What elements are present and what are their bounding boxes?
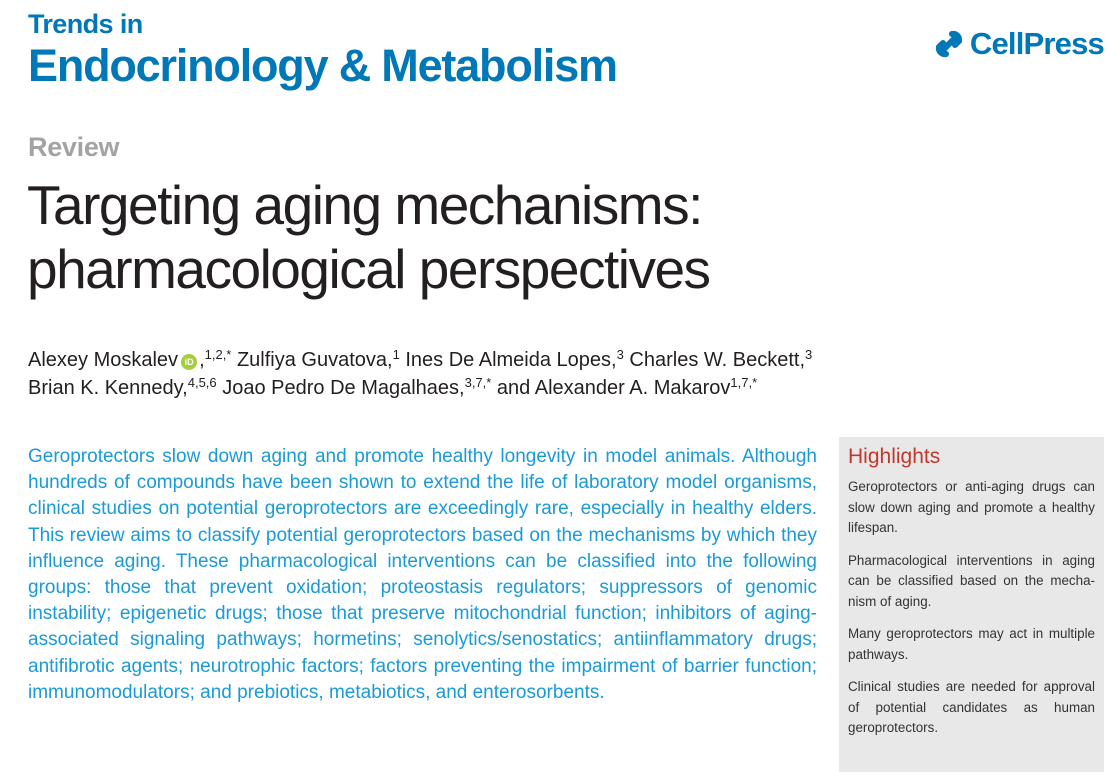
author-name[interactable]: Zulfiya Guvatova, xyxy=(236,349,393,371)
abstract-text: Geroprotectors slow down aging and promote healthy longevity in model animals. Although hundreds of compounds have been shown to extend the life of laboratory model organisms, clinical studies on potential geroprotectors are exceedingly rare, especially in healthy elders. This review aims to classify potential geroprotectors based on the mechanisms by which they influence aging. These pharmacological interventions can be classified into the following groups: those that prevent oxidation; proteostasis regulators; suppressors of genomic instability; epigenetic drugs; those that preserve mitochondrial function; inhibitors of aging-associated signaling pathways; hormetins; senolytics/senostatics; antiinflammatory drugs; antifibrotic agents; neurotrophic factors; factors preventing the impairment of barrier function; immunomodulators; and prebiotics, metabiotics, and enterosorbents. xyxy=(28,446,817,703)
orcid-icon[interactable]: iD xyxy=(181,354,197,370)
author-affiliation[interactable]: 3,7,* xyxy=(464,375,492,390)
cellpress-logo-text: CellPress xyxy=(969,26,1104,61)
journal-name xyxy=(28,8,617,92)
highlight-item: Pharmacological interventions in aging can be classified based on the mechanism of aging. xyxy=(848,552,1095,609)
journal-name-line2: Endocrinology & Metabolism xyxy=(28,40,617,91)
author-affiliation[interactable]: 3 xyxy=(616,347,624,362)
author-name[interactable]: Charles W. Beckett, xyxy=(629,349,806,371)
author-affiliation[interactable]: 1,2,* xyxy=(204,347,232,362)
author-name[interactable]: Joao Pedro De Magalhaes, xyxy=(222,377,465,399)
highlights-box xyxy=(839,437,1104,772)
article-title-line1: Targeting aging mechanisms: xyxy=(27,174,702,236)
author-affiliation[interactable]: 1,7,* xyxy=(730,375,758,390)
highlights-title: Highlights xyxy=(848,445,941,468)
author-affiliation[interactable]: 1 xyxy=(392,347,400,362)
author-affiliation[interactable]: 4,5,6 xyxy=(187,375,217,390)
author-list xyxy=(28,346,1028,402)
author-separator: , xyxy=(199,349,205,371)
article-type: Review xyxy=(28,132,120,162)
author-name[interactable]: and Alexander A. Makarov xyxy=(496,377,731,399)
author-name[interactable]: Alexey Moskalev xyxy=(28,349,179,371)
highlight-item: Many geroprotectors may act in multiple pathways. xyxy=(848,626,1095,662)
article-title-line2: pharmacological perspectives xyxy=(27,238,710,300)
author-affiliation[interactable]: 3 xyxy=(805,347,813,362)
journal-name-line1: Trends in xyxy=(28,9,143,39)
cellpress-logo[interactable] xyxy=(932,26,1104,62)
highlight-item: Clinical studies are needed for approval of potential candidates as human geroprotectors. xyxy=(848,679,1095,735)
author-name[interactable]: Ines De Almeida Lopes, xyxy=(405,349,617,371)
cellpress-logo-icon xyxy=(932,27,966,61)
author-name[interactable]: Brian K. Kennedy, xyxy=(28,377,188,399)
article-title xyxy=(27,173,927,301)
highlight-item: Geroprotectors or anti-aging drugs can slow down aging and promote a healthy lifespan. xyxy=(848,479,1095,535)
